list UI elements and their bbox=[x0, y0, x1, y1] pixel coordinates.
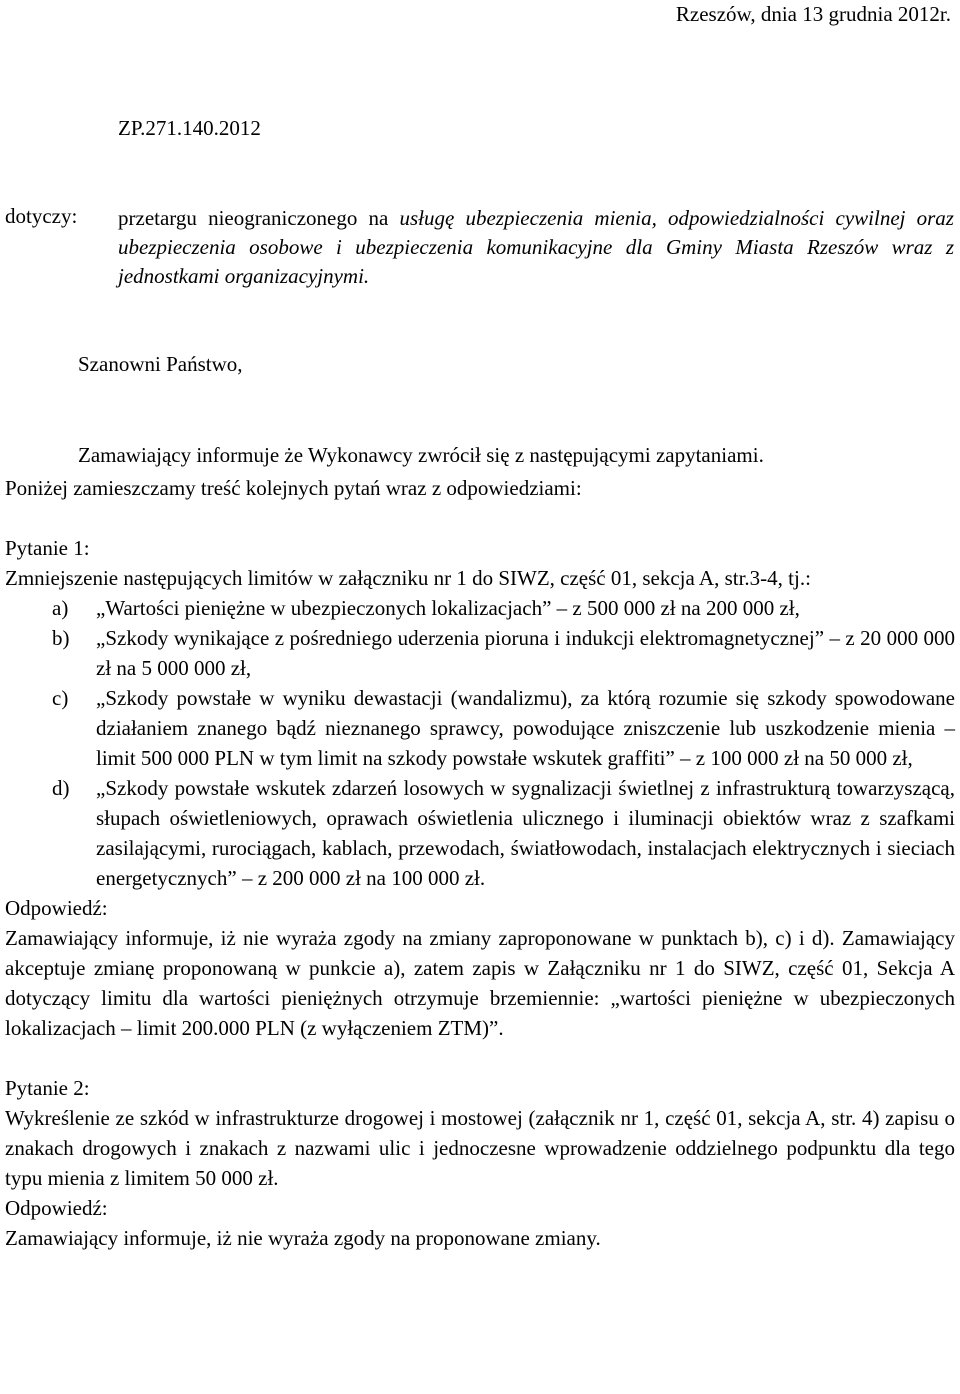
spacer bbox=[5, 1043, 955, 1073]
question-2-text: Wykreślenie ze szkód w infrastrukturze drogowej i mostowej (załącznik nr 1, część 01, sekcja A, str. 4) zapisu o znakach drogowych i znakach z nazwami ulic i jednoczesne wprowadzenie oddzielnego podpunktu dla tego typu mienia z limitem 50 000 zł. bbox=[5, 1106, 955, 1190]
answer-2-label: Odpowiedź: bbox=[5, 1196, 108, 1220]
list-item-text: „Wartości pieniężne w ubezpieczonych lokalizacjach” – z 500 000 zł na 200 000 zł, bbox=[96, 596, 800, 620]
subject-text bbox=[118, 204, 954, 291]
salutation: Szanowni Państwo, bbox=[78, 352, 243, 376]
answer-1-label: Odpowiedź: bbox=[5, 896, 108, 920]
question-1-text: Zmniejszenie następujących limitów w załączniku nr 1 do SIWZ, część 01, sekcja A, str.3-4, tj.: bbox=[5, 566, 811, 590]
list-item-marker: d) bbox=[52, 776, 70, 800]
list-item bbox=[5, 773, 955, 893]
list-item-text: „Szkody powstałe w wyniku dewastacji (wandalizmu), za którą rozumie się szkody spowodowane działaniem znanego bądź nieznanego sprawcy, powodujące zniszczenie lub uszkodzenie mienia – limit 500 000 PLN w tym limit na szkody powstałe wskutek graffiti” – z 100 000 zł na 50 000 zł, bbox=[96, 686, 955, 770]
list-item-text: „Szkody powstałe wskutek zdarzeń losowych w sygnalizacji świetlnej z infrastrukturą towarzyszącą, słupach oświetleniowych, oprawach oświetlenia ulicznego i iluminacji obiektów wraz z szafkami zasilającymi, rurociągach, kablach, przewodach, światłowodach, instalacjach elektrycznych i sieciach energetycznych” – z 200 000 zł na 100 000 zł. bbox=[96, 776, 955, 890]
answer-1-text: Zamawiający informuje, iż nie wyraża zgody na zmiany zaproponowane w punktach b), c) i d). Zamawiający akceptuje zmianę proponowaną w punkcie a), zatem zapis w Załączniku nr 1 do SIWZ, część 01, Sekcja A dotyczący limitu dla wartości pieniężnych otrzymuje brzemiennie: „wartości pieniężne w ubezpieczonych lokalizacjach – limit 200.000 PLN (z wyłączeniem ZTM)”. bbox=[5, 926, 955, 1040]
list-item bbox=[5, 623, 955, 683]
list-item-marker: a) bbox=[52, 596, 69, 620]
subject-label: dotyczy: bbox=[5, 204, 78, 228]
intro-line-1: Zamawiający informuje że Wykonawcy zwrócił się z następującymi zapytaniami. bbox=[78, 443, 764, 467]
list-item bbox=[5, 683, 955, 773]
letter-date: Rzeszów, dnia 13 grudnia 2012r. bbox=[675, 2, 951, 26]
question-1-label: Pytanie 1: bbox=[5, 536, 90, 560]
question-1-items bbox=[5, 593, 955, 893]
letter-body bbox=[5, 473, 955, 1253]
reference-number: ZP.271.140.2012 bbox=[118, 116, 261, 140]
list-item bbox=[5, 593, 955, 623]
answer-2-text: Zamawiający informuje, iż nie wyraża zgody na proponowane zmiany. bbox=[5, 1226, 601, 1250]
list-item-marker: b) bbox=[52, 626, 70, 650]
subject-text-italic: usługę ubezpieczenia mienia, odpowiedzialności cywilnej oraz ubezpieczenia osobowe i ubezpieczenia komunikacyjne dla Gminy Miasta Rzeszów wraz z jednostkami organizacyjnymi. bbox=[118, 206, 954, 288]
list-item-marker: c) bbox=[52, 686, 69, 710]
subject-text-plain: przetargu nieograniczonego na bbox=[118, 206, 400, 230]
spacer bbox=[5, 503, 955, 533]
intro-line-2: Poniżej zamieszczamy treść kolejnych pytań wraz z odpowiedziami: bbox=[5, 476, 582, 500]
list-item-text: „Szkody wynikające z pośredniego uderzenia pioruna i indukcji elektromagnetycznej” – z 20 000 000 zł na 5 000 000 zł, bbox=[96, 626, 955, 680]
question-2-label: Pytanie 2: bbox=[5, 1076, 90, 1100]
